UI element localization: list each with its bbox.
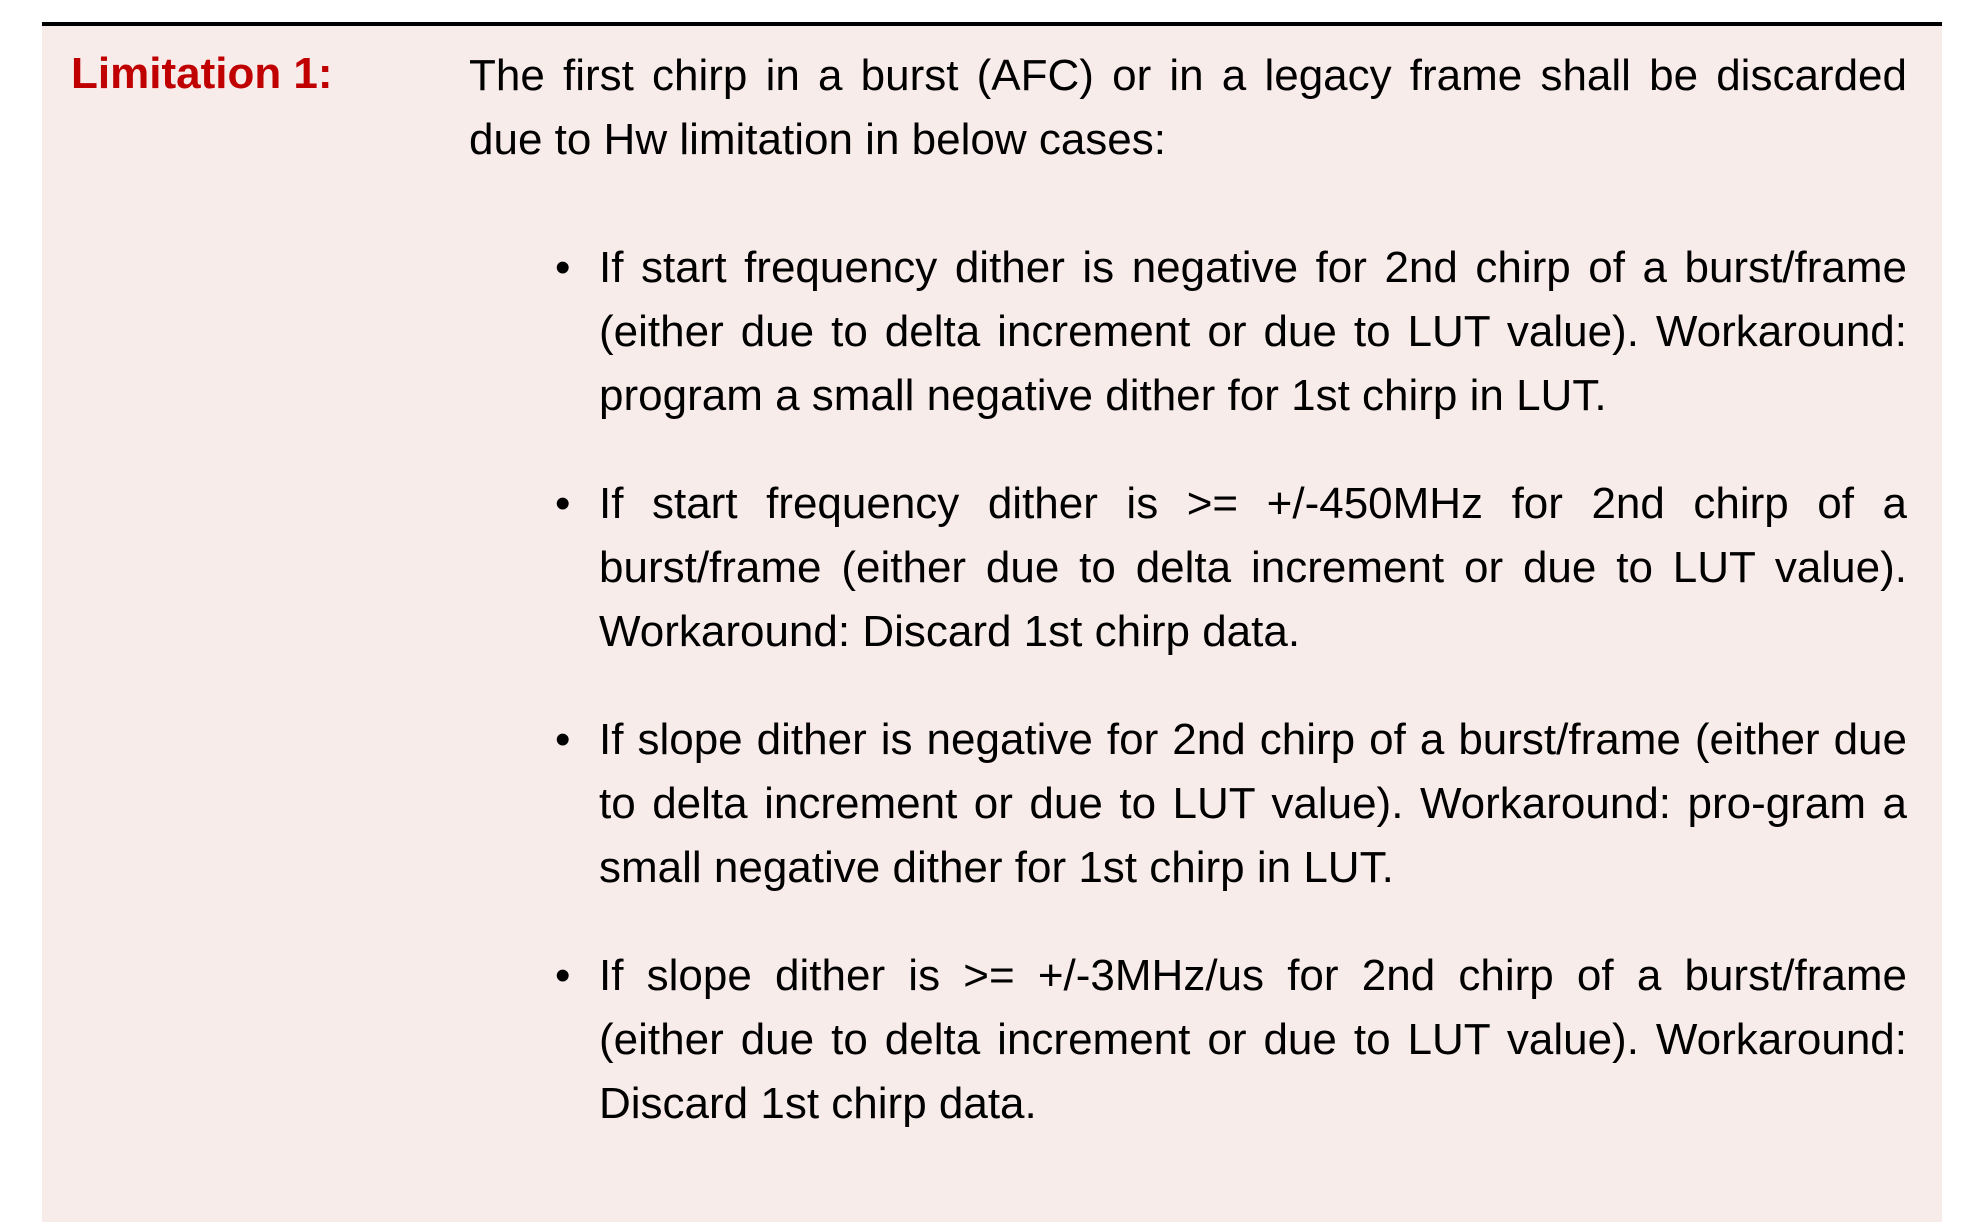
limitation-label: Limitation 1:	[71, 49, 333, 98]
case-item	[555, 472, 1907, 664]
case-item	[555, 708, 1907, 900]
case-text: If start frequency dither is >= +/-450MHz for 2nd chirp of a burst/frame (either due to delta increment or due to LUT value). Workaround: Discard 1st chirp data.	[599, 479, 1907, 656]
bullet-icon: •	[555, 243, 571, 292]
bullet-icon: •	[555, 479, 571, 528]
bullet-icon: •	[555, 715, 571, 764]
case-text: If start frequency dither is negative for 2nd chirp of a burst/frame (either due to delta increment or due to LUT value). Workaround: program a small negative dither for 1st chirp in LUT.	[599, 243, 1907, 420]
limitation-cases-list	[555, 236, 1907, 1136]
case-text: If slope dither is negative for 2nd chirp of a burst/frame (either due to delta increment or due to LUT value). Workaround: pro-gram a small negative dither for 1st chirp in LUT.	[599, 715, 1907, 892]
case-item	[555, 944, 1907, 1136]
case-text: If slope dither is >= +/-3MHz/us for 2nd chirp of a burst/frame (either due to delta increment or due to LUT value). Workaround: Discard 1st chirp data.	[599, 951, 1907, 1128]
case-item	[555, 236, 1907, 428]
limitation-intro: The first chirp in a burst (AFC) or in a legacy frame shall be discarded due to Hw limitation in below cases:	[469, 51, 1907, 164]
bullet-icon: •	[555, 951, 571, 1000]
